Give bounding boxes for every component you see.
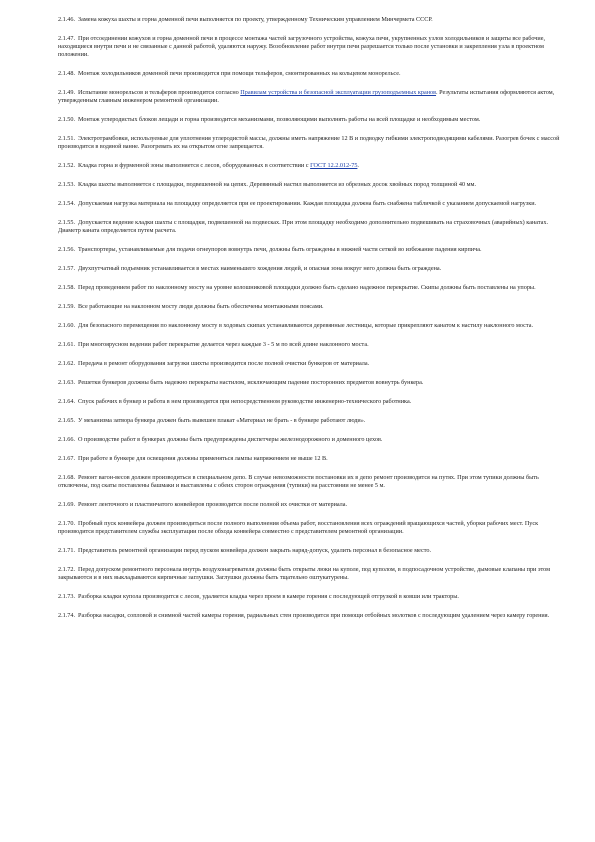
paragraph-number: 2.1.68. bbox=[58, 474, 76, 481]
paragraph bbox=[58, 322, 563, 330]
paragraph-number: 2.1.61. bbox=[58, 341, 76, 348]
paragraph-text: Разборка кладки купола производится с лесов, удаляется кладка через проем в камере горения с последующей отгрузкой в ковши или тракторы. bbox=[78, 593, 459, 600]
paragraph bbox=[58, 612, 563, 620]
paragraph-number: 2.1.66. bbox=[58, 436, 76, 443]
reference-link[interactable]: Правилам устройства и безопасной эксплуатации грузоподъемных кранов bbox=[240, 89, 437, 96]
paragraph bbox=[58, 417, 563, 425]
paragraph-number: 2.1.53. bbox=[58, 181, 76, 188]
paragraph bbox=[58, 303, 563, 311]
paragraph-number: 2.1.47. bbox=[58, 35, 76, 42]
paragraph-text: Двухпутчатный подъемник устанавливается в местах наименьшего хождения людей, и опасная зона вокруг него должна быть ограждена. bbox=[78, 265, 442, 272]
paragraph-text: Допускаемая нагрузка материала на площадку определяется при ее проектировании. Каждая площадка должна быть снабжена табличкой с указанием допускаемой нагрузки. bbox=[78, 200, 537, 207]
paragraph bbox=[58, 246, 563, 254]
paragraph-text: Разборка насадки, сопловой и снимной частей камеры горения, радиальных стен производится при помощи отбойных молотков с последующим удалением через камеру горения. bbox=[78, 612, 550, 619]
paragraph-text: Представитель ремонтной организации перед пуском конвейера должен закрыть наряд-допуск, удалить персонал в безопасное место. bbox=[78, 547, 432, 554]
paragraph bbox=[58, 547, 563, 555]
paragraph-number: 2.1.63. bbox=[58, 379, 76, 386]
paragraph bbox=[58, 379, 563, 387]
paragraph bbox=[58, 593, 563, 601]
paragraph-number: 2.1.55. bbox=[58, 219, 76, 226]
paragraph bbox=[58, 162, 563, 170]
paragraph-number: 2.1.69. bbox=[58, 501, 76, 508]
paragraph-text: Монтаж углеродистых блоков лещади и горна производится механизмами, позволяющими выполнять работы на всей площадке и необходимым местом. bbox=[78, 116, 481, 123]
paragraph-number: 2.1.70. bbox=[58, 520, 76, 527]
paragraph-number: 2.1.60. bbox=[58, 322, 76, 329]
paragraph bbox=[58, 200, 563, 208]
paragraph bbox=[58, 455, 563, 463]
paragraph-number: 2.1.71. bbox=[58, 547, 76, 554]
paragraph-text: Испытание монорельсов и тельферов производится согласно bbox=[78, 89, 241, 96]
paragraph-number: 2.1.48. bbox=[58, 70, 76, 77]
paragraph-number: 2.1.50. bbox=[58, 116, 76, 123]
paragraph-number: 2.1.57. bbox=[58, 265, 76, 272]
paragraph bbox=[58, 35, 563, 59]
reference-link[interactable]: ГОСТ 12.2.012-75 bbox=[310, 162, 358, 169]
paragraph-number: 2.1.51. bbox=[58, 135, 76, 142]
paragraph-number: 2.1.74. bbox=[58, 612, 76, 619]
paragraph bbox=[58, 474, 563, 490]
paragraph bbox=[58, 341, 563, 349]
paragraph-number: 2.1.52. bbox=[58, 162, 76, 169]
paragraph bbox=[58, 566, 563, 582]
paragraph-number: 2.1.49. bbox=[58, 89, 76, 96]
paragraph-number: 2.1.59. bbox=[58, 303, 76, 310]
paragraph-number: 2.1.73. bbox=[58, 593, 76, 600]
paragraph-number: 2.1.58. bbox=[58, 284, 76, 291]
paragraph-number: 2.1.46. bbox=[58, 16, 76, 23]
paragraph-text: Пробный пуск конвейера должен производиться после полного выполнения объема работ, восстановления всех ограждений вращающихся частей, уборки рабочих мест. Пуск производится представителем службы эксплуатации после обхода конвейера совместно с представителем ремонтной организации. bbox=[58, 520, 539, 535]
paragraph bbox=[58, 265, 563, 273]
paragraph bbox=[58, 116, 563, 124]
paragraph-text: Ремонт ленточного и пластинчатого конвейеров производится после полной их очистки от материала. bbox=[78, 501, 348, 508]
paragraph-number: 2.1.72. bbox=[58, 566, 76, 573]
paragraph-number: 2.1.54. bbox=[58, 200, 76, 207]
paragraph-text: Замена кожуха шахты и горна доменной печи выполняется по проекту, утвержденному Техническим управлением Минчермета СССР. bbox=[78, 16, 433, 23]
paragraph-text: . Результаты испытания оформляются актом, утвержденным главным инженером ремонтной организации. bbox=[58, 89, 555, 104]
paragraph-text: Перед допуском ремонтного персонала внутрь воздухонагревателя должны быть открыты люки на куполе, под куполом, в подпосадочном устройстве, дымовые клапаны при этом закрываются и в них выкладываются кирпичные заглушки. Заглушки должны быть тщательно оштукатурены. bbox=[58, 566, 551, 581]
paragraph-number: 2.1.64. bbox=[58, 398, 76, 405]
paragraph bbox=[58, 360, 563, 368]
paragraph-text: При работе в бункере для освещения должны применяться лампы напряжением не выше 12 В. bbox=[78, 455, 328, 462]
paragraph bbox=[58, 70, 563, 78]
paragraph-text: При многоярусном ведении работ перекрытие делается через каждые 3 - 5 м по всей длине наклонного моста. bbox=[78, 341, 369, 348]
paragraph bbox=[58, 398, 563, 406]
paragraph-text: Спуск рабочих в бункер и работа в нем производятся при непосредственном руководстве инженерно-технического работника. bbox=[78, 398, 412, 405]
paragraph-text: Электротрамбовки, используемые для уплотнения углеродистой массы, должны иметь напряжение 12 В и подводку гибкими электроподводящими кабелями. Разогрев бочек с массой производится в водяной ванне. Разогревать их на открытом огне запрещается. bbox=[58, 135, 560, 150]
paragraph bbox=[58, 135, 563, 151]
paragraph-text: Ремонт вагон-весов должен производиться в специальном депо. В случае невозможности постановки их в депо ремонт производится на путях. При этом тупики должны быть отключены, под скаты поставлены башмаки и выставлены с обеих сторон ограждения (тупики) на расстоянии не менее 5 м. bbox=[58, 474, 539, 489]
paragraph-text: Кладка горна и фурменной зоны выполняется с лесов, оборудованных в соответствии с bbox=[78, 162, 311, 169]
paragraph-text: Транспортеры, устанавливаемые для подачи огнеупоров вовнутрь печи, должны быть ограждены в нижней части сеткой во избежание падения кирпича. bbox=[78, 246, 482, 253]
paragraph bbox=[58, 436, 563, 444]
paragraph bbox=[58, 89, 563, 105]
paragraph-number: 2.1.65. bbox=[58, 417, 76, 424]
paragraph bbox=[58, 219, 563, 235]
paragraph bbox=[58, 16, 563, 24]
paragraph-text: Решетки бункеров должны быть надежно перекрыты настилом, исключающим падение посторонних предметов вовнутрь бункера. bbox=[78, 379, 424, 386]
paragraph-number: 2.1.62. bbox=[58, 360, 76, 367]
paragraph-number: 2.1.67. bbox=[58, 455, 76, 462]
paragraph bbox=[58, 181, 563, 189]
paragraph-text: Для безопасного перемещения по наклонному мосту в ходовых скипах устанавливаются деревянные лестницы, которые прикрепляют канатом к настилу наклонного моста. bbox=[78, 322, 533, 329]
paragraph-text: Допускается ведение кладки шахты с площадки, подвешенной на подвесках. При этом площадку необходимо дополнительно подвешивать на страховочных (аварийных) канатах. Диаметр каната определяется путем расчета. bbox=[58, 219, 549, 234]
paragraph-text: . bbox=[357, 162, 359, 169]
paragraph bbox=[58, 284, 563, 292]
paragraph-text: При отсоединении кожухов и горна доменной печи в процессе монтажа частей загрузочного устройства, кожуха печи, укрупненных узлов холодильников и защиты все рабочие, находящиеся внутри печи и не связанные с данной работой, удаляются наружу. Возобновление работ внутри печи разрешается только после установки и закрепления узла в проектном положении. bbox=[58, 35, 546, 58]
paragraph bbox=[58, 520, 563, 536]
paragraph-number: 2.1.56. bbox=[58, 246, 76, 253]
paragraph-text: Все работающие на наклонном мосту люди должны быть обеспечены монтажными поясами. bbox=[78, 303, 324, 310]
paragraph-text: Передача в ремонт оборудования загрузки шихты производится после полной очистки бункеров от материала. bbox=[78, 360, 370, 367]
paragraph-text: Перед проведением работ по наклонному мосту на уровне колошниковой площадки должно быть сделано надежное перекрытие. Скипы должны быть поставлены на упоры. bbox=[78, 284, 536, 291]
paragraph bbox=[58, 501, 563, 509]
paragraph-text: У механизма затвора бункера должен быть вывешен плакат «Материал не брать - в бункере работают люди». bbox=[78, 417, 366, 424]
paragraph-text: О производстве работ в бункерах должны быть предупреждены диспетчеры железнодорожного и доменного цехов. bbox=[78, 436, 383, 443]
paragraph-text: Монтаж холодильников доменной печи производится при помощи тельферов, смонтированных на кольцевом монорельсе. bbox=[78, 70, 401, 77]
paragraph-text: Кладка шахты выполняется с площадки, подвешенной на цепях. Деревянный настил выполняется из обрезных досок хвойных пород толщиной 40 мм. bbox=[78, 181, 476, 188]
